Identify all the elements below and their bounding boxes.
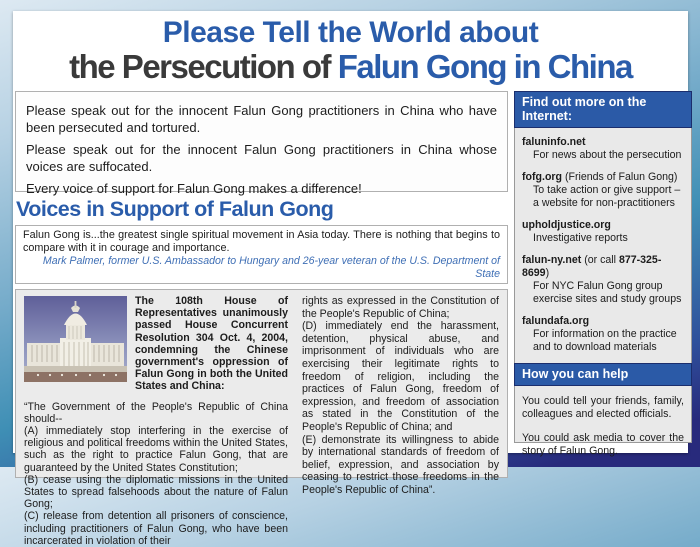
resolution-continuation: rights as expressed in the Constitution of the People's Republic of China;	[302, 295, 499, 320]
intro-paragraph-2: Please speak out for the innocent Falun Gong practitioners in China whose voices are suffocated.	[26, 142, 497, 174]
intro-paragraph-3: Every voice of support for Falun Gong makes a difference!	[26, 181, 362, 196]
resource-falun-ny	[515, 254, 691, 306]
resolution-box	[15, 289, 508, 547]
resolution-right-column	[302, 295, 499, 496]
resolution-bold-intro: The 108th House of Representatives unanimously passed House Concurrent Resolution 304 Oct. 4, 2004, condemning the Chinese government's oppression of Falun Gong in both the United States and China:	[135, 295, 288, 393]
sidebar	[514, 91, 692, 457]
resolution-item-b: (B) cease using the diplomatic missions in the United States to spread falsehoods about the nature of Falun Gong;	[24, 473, 288, 511]
phone-suffix: )	[545, 267, 550, 279]
voices-heading: Voices in Support of Falun Gong	[16, 197, 334, 221]
resource-site-line	[522, 254, 684, 280]
phone-prefix: (or call	[581, 254, 619, 266]
sidebar-help-header: How you can help	[514, 363, 692, 386]
site-name: falundafa.org	[522, 315, 590, 327]
site-name: falun-ny.net	[522, 254, 582, 266]
quote-text: Falun Gong is...the greatest single spiritual movement in Asia today. There is nothing that begins to compare with it in courage and importance.	[23, 229, 500, 254]
site-suffix: (Friends of Falun Gong)	[562, 171, 678, 183]
resolution-item-d: (D) immediately end the harassment, detention, physical abuse, and imprisonment of individuals who are exercising their legitimate rights to freedom of religion, including the practices of Falun Gong, freedom of expression, and freedom of association as stated in the Constitution of the People's Republic of China; and	[302, 320, 499, 433]
headline-line2	[13, 48, 688, 86]
resolution-item-c: (C) release from detention all prisoners of conscience, including practitioners of Falun Gong, who have been incarcerated in violation of their	[24, 510, 288, 547]
resolution-item-e: (E) demonstrate its willingness to abide by international standards of freedom of belief, expression, and association by ceasing to restrict those freedoms in the People's Republic of China”.	[302, 433, 499, 496]
resource-description: To take action or give support –	[533, 184, 681, 196]
sidebar-internet-header: Find out more on the Internet:	[514, 91, 692, 128]
resource-site-line	[522, 315, 684, 328]
quote-box	[15, 225, 508, 284]
resource-faluninfo	[515, 136, 691, 162]
resource-site-line	[522, 136, 684, 149]
resource-description: Investigative reports	[533, 232, 628, 244]
phone-number: 877-325-8699	[522, 254, 662, 279]
site-name: upholdjustice.org	[522, 219, 611, 231]
headline-line2-dark: the Persecution of	[69, 48, 338, 85]
help-section	[515, 386, 691, 458]
resolution-left-column	[24, 295, 288, 547]
flyer-page	[13, 11, 688, 547]
resolution-gov-line: “The Government of the People's Republic of China should--	[24, 400, 288, 425]
intro-box	[15, 91, 508, 196]
resource-falundafa	[515, 315, 691, 354]
site-name: faluninfo.net	[522, 136, 586, 148]
intro-paragraph-1: Please speak out for the innocent Falun Gong practitioners in China who have been persecuted and tortured.	[26, 103, 497, 135]
resource-description: For NYC Falun Gong group exercise sites and study groups	[533, 280, 682, 305]
resource-site-line	[522, 171, 684, 184]
resource-description: For information on the practice and to download materials	[533, 328, 677, 353]
resource-description: For news about the persecution	[533, 149, 682, 161]
resource-site-line	[522, 219, 684, 232]
headline-line1: Please Tell the World about	[162, 16, 539, 49]
resolution-item-a: (A) immediately stop interfering in the exercise of religious and political freedoms within the United States, such as the right to practice Falun Gong, that are guaranteed by the United States Constitution;	[24, 425, 288, 474]
quote-attribution: Mark Palmer, former U.S. Ambassador to Hungary and 26-year veteran of the U.S. Department of State	[42, 255, 500, 280]
help-paragraph-1: You could tell your friends, family, colleagues and elected officials.	[522, 395, 684, 420]
help-paragraph-2: You could ask media to cover the story of Falun Gong.	[522, 432, 684, 457]
headline-line2-blue: Falun Gong in China	[337, 48, 632, 85]
resource-list	[515, 128, 691, 354]
main-column	[15, 91, 508, 547]
resource-fofg	[515, 171, 691, 210]
site-name: fofg.org	[522, 171, 563, 183]
resource-description: a website for non-practitioners	[533, 197, 675, 209]
resource-upholdjustice	[515, 219, 691, 245]
us-capitol-image	[24, 296, 127, 382]
